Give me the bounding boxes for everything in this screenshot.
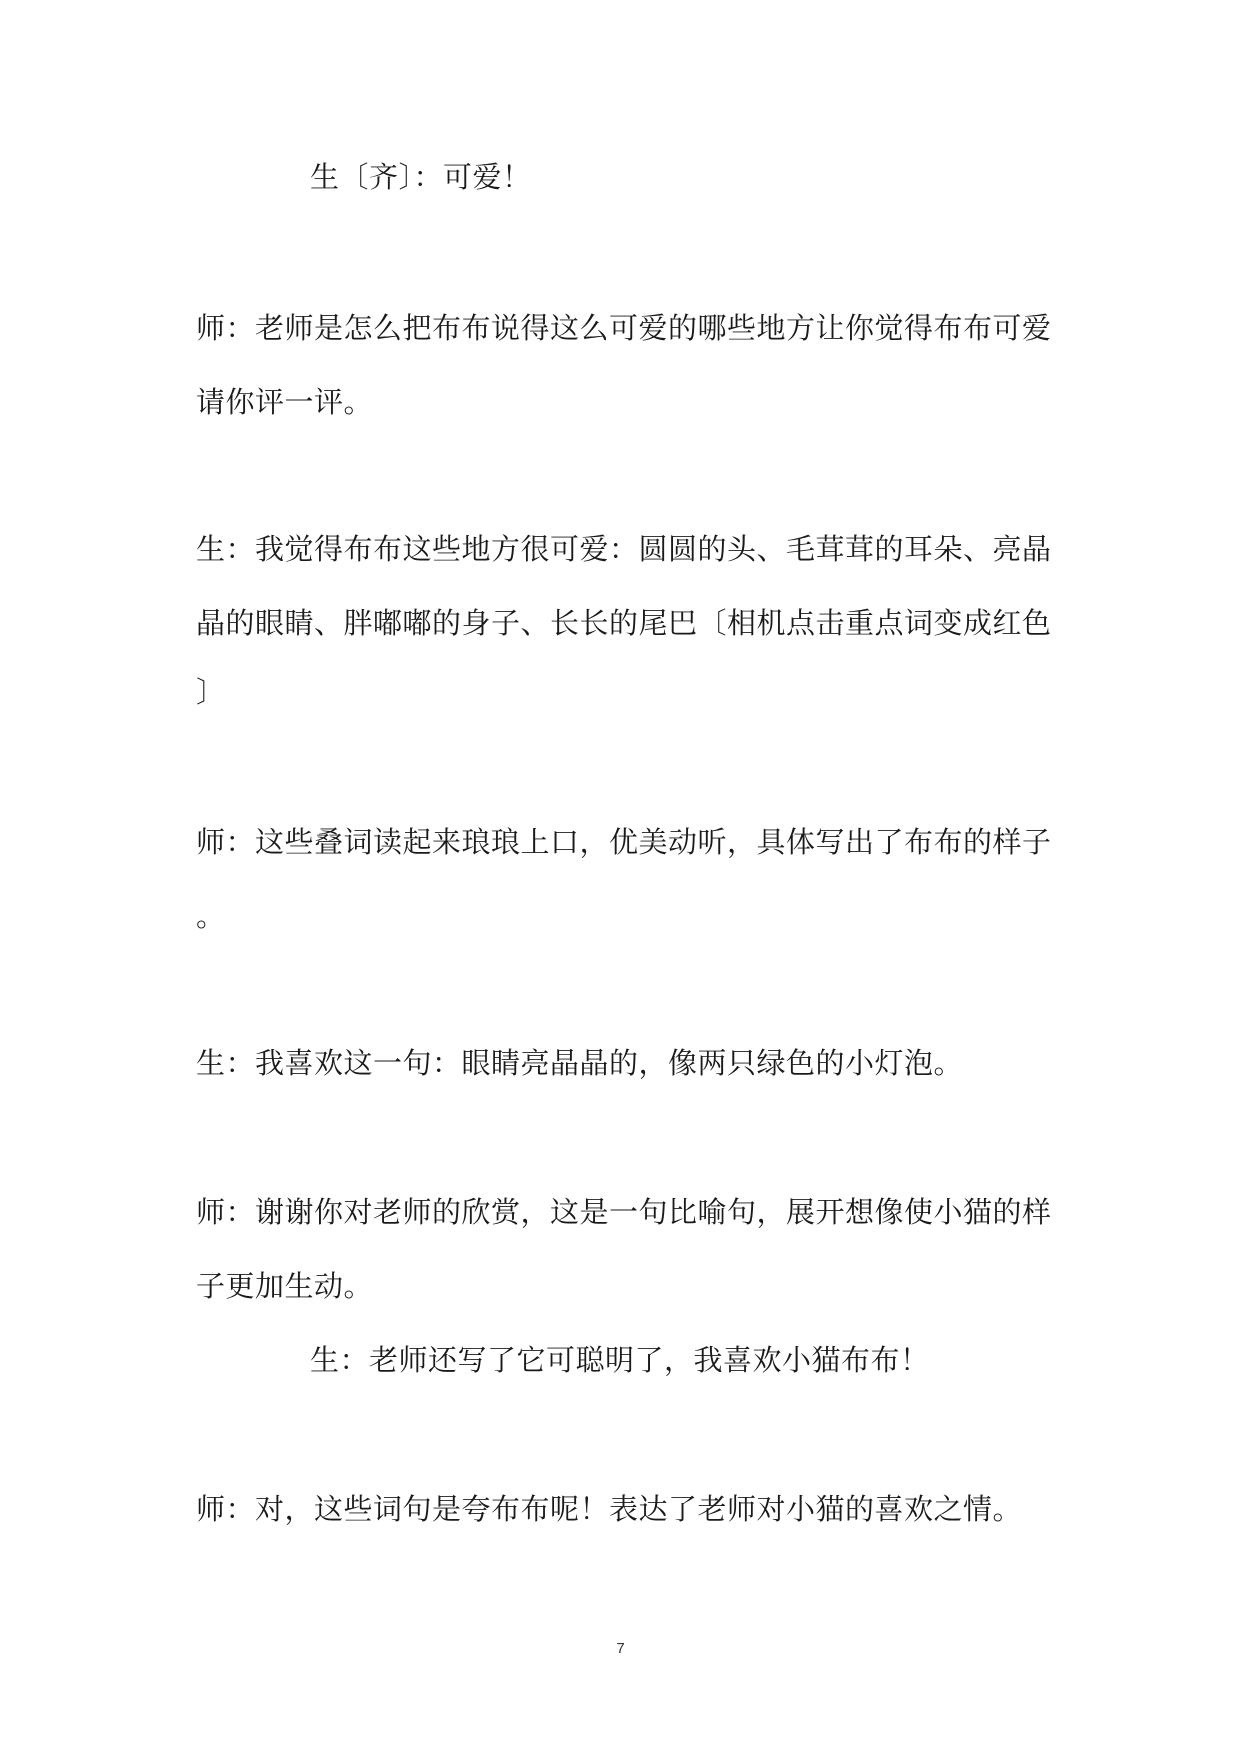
dialogue-line-teacher: 师：对，这些词句是夸布布呢！表达了老师对小猫的喜欢之情。 (196, 1492, 1023, 1526)
dialogue-line-students-chorus: 生〔齐〕：可爱！ (310, 160, 532, 194)
dialogue-line-teacher: 师：谢谢你对老师的欣赏，这是一句比喻句，展开想像使小猫的样 (196, 1195, 1052, 1229)
dialogue-line-continuation: 请你评一评。 (196, 385, 374, 419)
dialogue-line-continuation: 〕 (196, 675, 226, 709)
dialogue-line-student: 生：我觉得布布这些地方很可爱：圆圆的头、毛茸茸的耳朵、亮晶 (196, 532, 1052, 566)
page-number: 7 (616, 1640, 625, 1657)
dialogue-line-student: 生：老师还写了它可聪明了，我喜欢小猫布布！ (310, 1343, 930, 1377)
dialogue-line-continuation: 晶的眼睛、胖嘟嘟的身子、长长的尾巴〔相机点击重点词变成红色 (196, 606, 1052, 640)
dialogue-line-continuation: 子更加生动。 (196, 1269, 374, 1303)
dialogue-line-student: 生：我喜欢这一句：眼睛亮晶晶的，像两只绿色的小灯泡。 (196, 1046, 964, 1080)
dialogue-line-continuation: 。 (196, 899, 226, 933)
dialogue-line-teacher: 师：这些叠词读起来琅琅上口，优美动听，具体写出了布布的样子 (196, 825, 1052, 859)
dialogue-line-teacher: 师：老师是怎么把布布说得这么可爱的哪些地方让你觉得布布可爱 (196, 311, 1052, 345)
